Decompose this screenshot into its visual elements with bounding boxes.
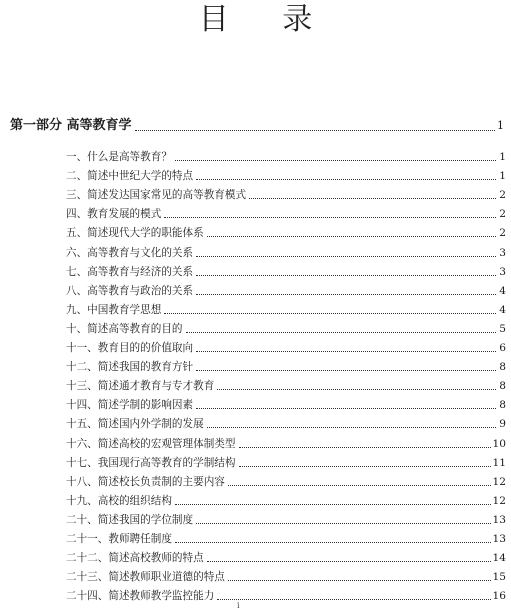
toc-entry-label: 一、什么是高等教育？: [66, 151, 172, 164]
dot-leader: [175, 159, 496, 161]
dot-leader: [196, 369, 496, 371]
toc-entry-page: 2: [499, 208, 506, 221]
dot-leader: [217, 388, 496, 390]
dot-leader: [196, 522, 490, 524]
toc-entry[interactable]: [66, 202, 506, 221]
toc-entry-page: 12: [492, 494, 506, 507]
toc-entry[interactable]: [66, 412, 506, 431]
toc-entry[interactable]: [66, 183, 506, 202]
toc-entry[interactable]: [66, 221, 506, 240]
toc-entry[interactable]: [66, 565, 506, 584]
toc-entry[interactable]: [66, 145, 506, 164]
page-footer-mark: i: [237, 601, 240, 610]
toc-entry-label: 七、高等教育与经济的关系: [66, 265, 194, 278]
toc-entry[interactable]: [66, 298, 506, 317]
toc-entry-label: 十七、我国现行高等教育的学制结构: [66, 456, 236, 469]
toc-entry-label: 十四、简述学制的影响因素: [66, 399, 194, 412]
dot-leader: [228, 484, 491, 486]
toc-entry[interactable]: [66, 451, 506, 470]
toc-entry[interactable]: [66, 508, 506, 527]
toc-entry-label: 二十、简述我国的学位制度: [66, 513, 194, 526]
toc-entry-page: 8: [499, 361, 506, 374]
toc-entry[interactable]: [66, 317, 506, 336]
toc-entry-page: 11: [492, 456, 506, 469]
dot-leader: [164, 216, 496, 218]
dot-leader: [196, 255, 496, 257]
toc-entry-page: 12: [492, 475, 506, 488]
toc-list: [66, 145, 506, 603]
toc-entry-label: 十五、简述国内外学制的发展: [66, 418, 204, 431]
toc-entry[interactable]: [66, 260, 506, 279]
toc-entry-page: 8: [499, 399, 506, 412]
toc-entry-label: 五、简述现代大学的职能体系: [66, 227, 204, 240]
toc-entry-label: 六、高等教育与文化的关系: [66, 246, 194, 259]
dot-leader: [217, 598, 490, 600]
toc-entry-page: 5: [499, 322, 506, 335]
toc-entry-label: 十二、简述我国的教育方针: [66, 361, 194, 374]
toc-entry-page: 10: [492, 437, 506, 450]
toc-entry-page: 3: [499, 265, 506, 278]
toc-entry-label: 十三、简述通才教育与专才教育: [66, 380, 215, 393]
toc-entry-label: 十九、高校的组织结构: [66, 494, 172, 507]
toc-entry-page: 6: [499, 342, 506, 355]
toc-entry[interactable]: [66, 393, 506, 412]
toc-entry-page: 16: [492, 590, 506, 603]
toc-part-label: 第一部分 高等教育学: [10, 118, 132, 133]
dot-leader: [239, 465, 491, 467]
toc-entry-label: 十八、简述校长负责制的主要内容: [66, 475, 225, 488]
toc-entry[interactable]: [66, 527, 506, 546]
toc-entry[interactable]: [66, 584, 506, 603]
toc-entry-label: 二十二、简述高校教师的特点: [66, 552, 204, 565]
dot-leader: [164, 312, 496, 314]
dot-leader: [207, 426, 496, 428]
toc-entry-page: 13: [492, 532, 506, 545]
page-title: 目 录: [198, 2, 335, 37]
dot-leader: [175, 541, 491, 543]
dot-leader: [196, 274, 496, 276]
toc-entry-page: 14: [492, 552, 506, 565]
dot-leader: [196, 178, 496, 180]
toc-entry-page: 3: [499, 246, 506, 259]
toc-entry-page: 2: [499, 227, 506, 240]
toc-entry-page: 13: [492, 513, 506, 526]
toc-entry-page: 1: [499, 170, 506, 183]
dot-leader: [175, 503, 491, 505]
toc-entry-page: 15: [492, 571, 506, 584]
toc-entry-page: 4: [499, 303, 506, 316]
toc-entry-label: 十六、简述高校的宏观管理体制类型: [66, 437, 236, 450]
toc-entry[interactable]: [66, 546, 506, 565]
toc-part-heading[interactable]: [10, 118, 504, 134]
toc-entry[interactable]: [66, 489, 506, 508]
toc-entry[interactable]: [66, 374, 506, 393]
toc-part-page: 1: [497, 119, 504, 132]
toc-entry-label: 二十四、简述教师教学监控能力: [66, 590, 215, 603]
toc-entry-label: 十一、教育目的的价值取向: [66, 342, 194, 355]
toc-entry[interactable]: [66, 470, 506, 489]
toc-entry[interactable]: [66, 164, 506, 183]
toc-entry-page: 2: [499, 189, 506, 202]
dot-leader: [186, 331, 496, 333]
dot-leader: [196, 350, 496, 352]
toc-entry[interactable]: [66, 240, 506, 259]
dot-leader: [207, 560, 491, 562]
toc-entry-label: 三、简述发达国家常见的高等教育模式: [66, 189, 247, 202]
toc-entry[interactable]: [66, 431, 506, 450]
toc-entry-page: 9: [499, 418, 506, 431]
dot-leader: [135, 129, 495, 131]
toc-entry-page: 8: [499, 380, 506, 393]
toc-entry-label: 九、中国教育学思想: [66, 303, 162, 316]
toc-entry-label: 八、高等教育与政治的关系: [66, 284, 194, 297]
toc-entry[interactable]: [66, 355, 506, 374]
toc-entry-label: 四、教育发展的模式: [66, 208, 162, 221]
toc-entry-label: 二十一、教师聘任制度: [66, 532, 172, 545]
dot-leader: [196, 407, 496, 409]
toc-entry-label: 二十三、简述教师职业道德的特点: [66, 571, 225, 584]
dot-leader: [207, 235, 496, 237]
toc-entry[interactable]: [66, 336, 506, 355]
toc-entry-label: 二、简述中世纪大学的特点: [66, 170, 194, 183]
dot-leader: [228, 579, 491, 581]
dot-leader: [249, 197, 496, 199]
toc-entry-page: 1: [499, 151, 506, 164]
toc-entry[interactable]: [66, 279, 506, 298]
dot-leader: [196, 293, 496, 295]
dot-leader: [239, 446, 491, 448]
toc-entry-label: 十、简述高等教育的目的: [66, 322, 183, 335]
toc-entry-page: 4: [499, 284, 506, 297]
